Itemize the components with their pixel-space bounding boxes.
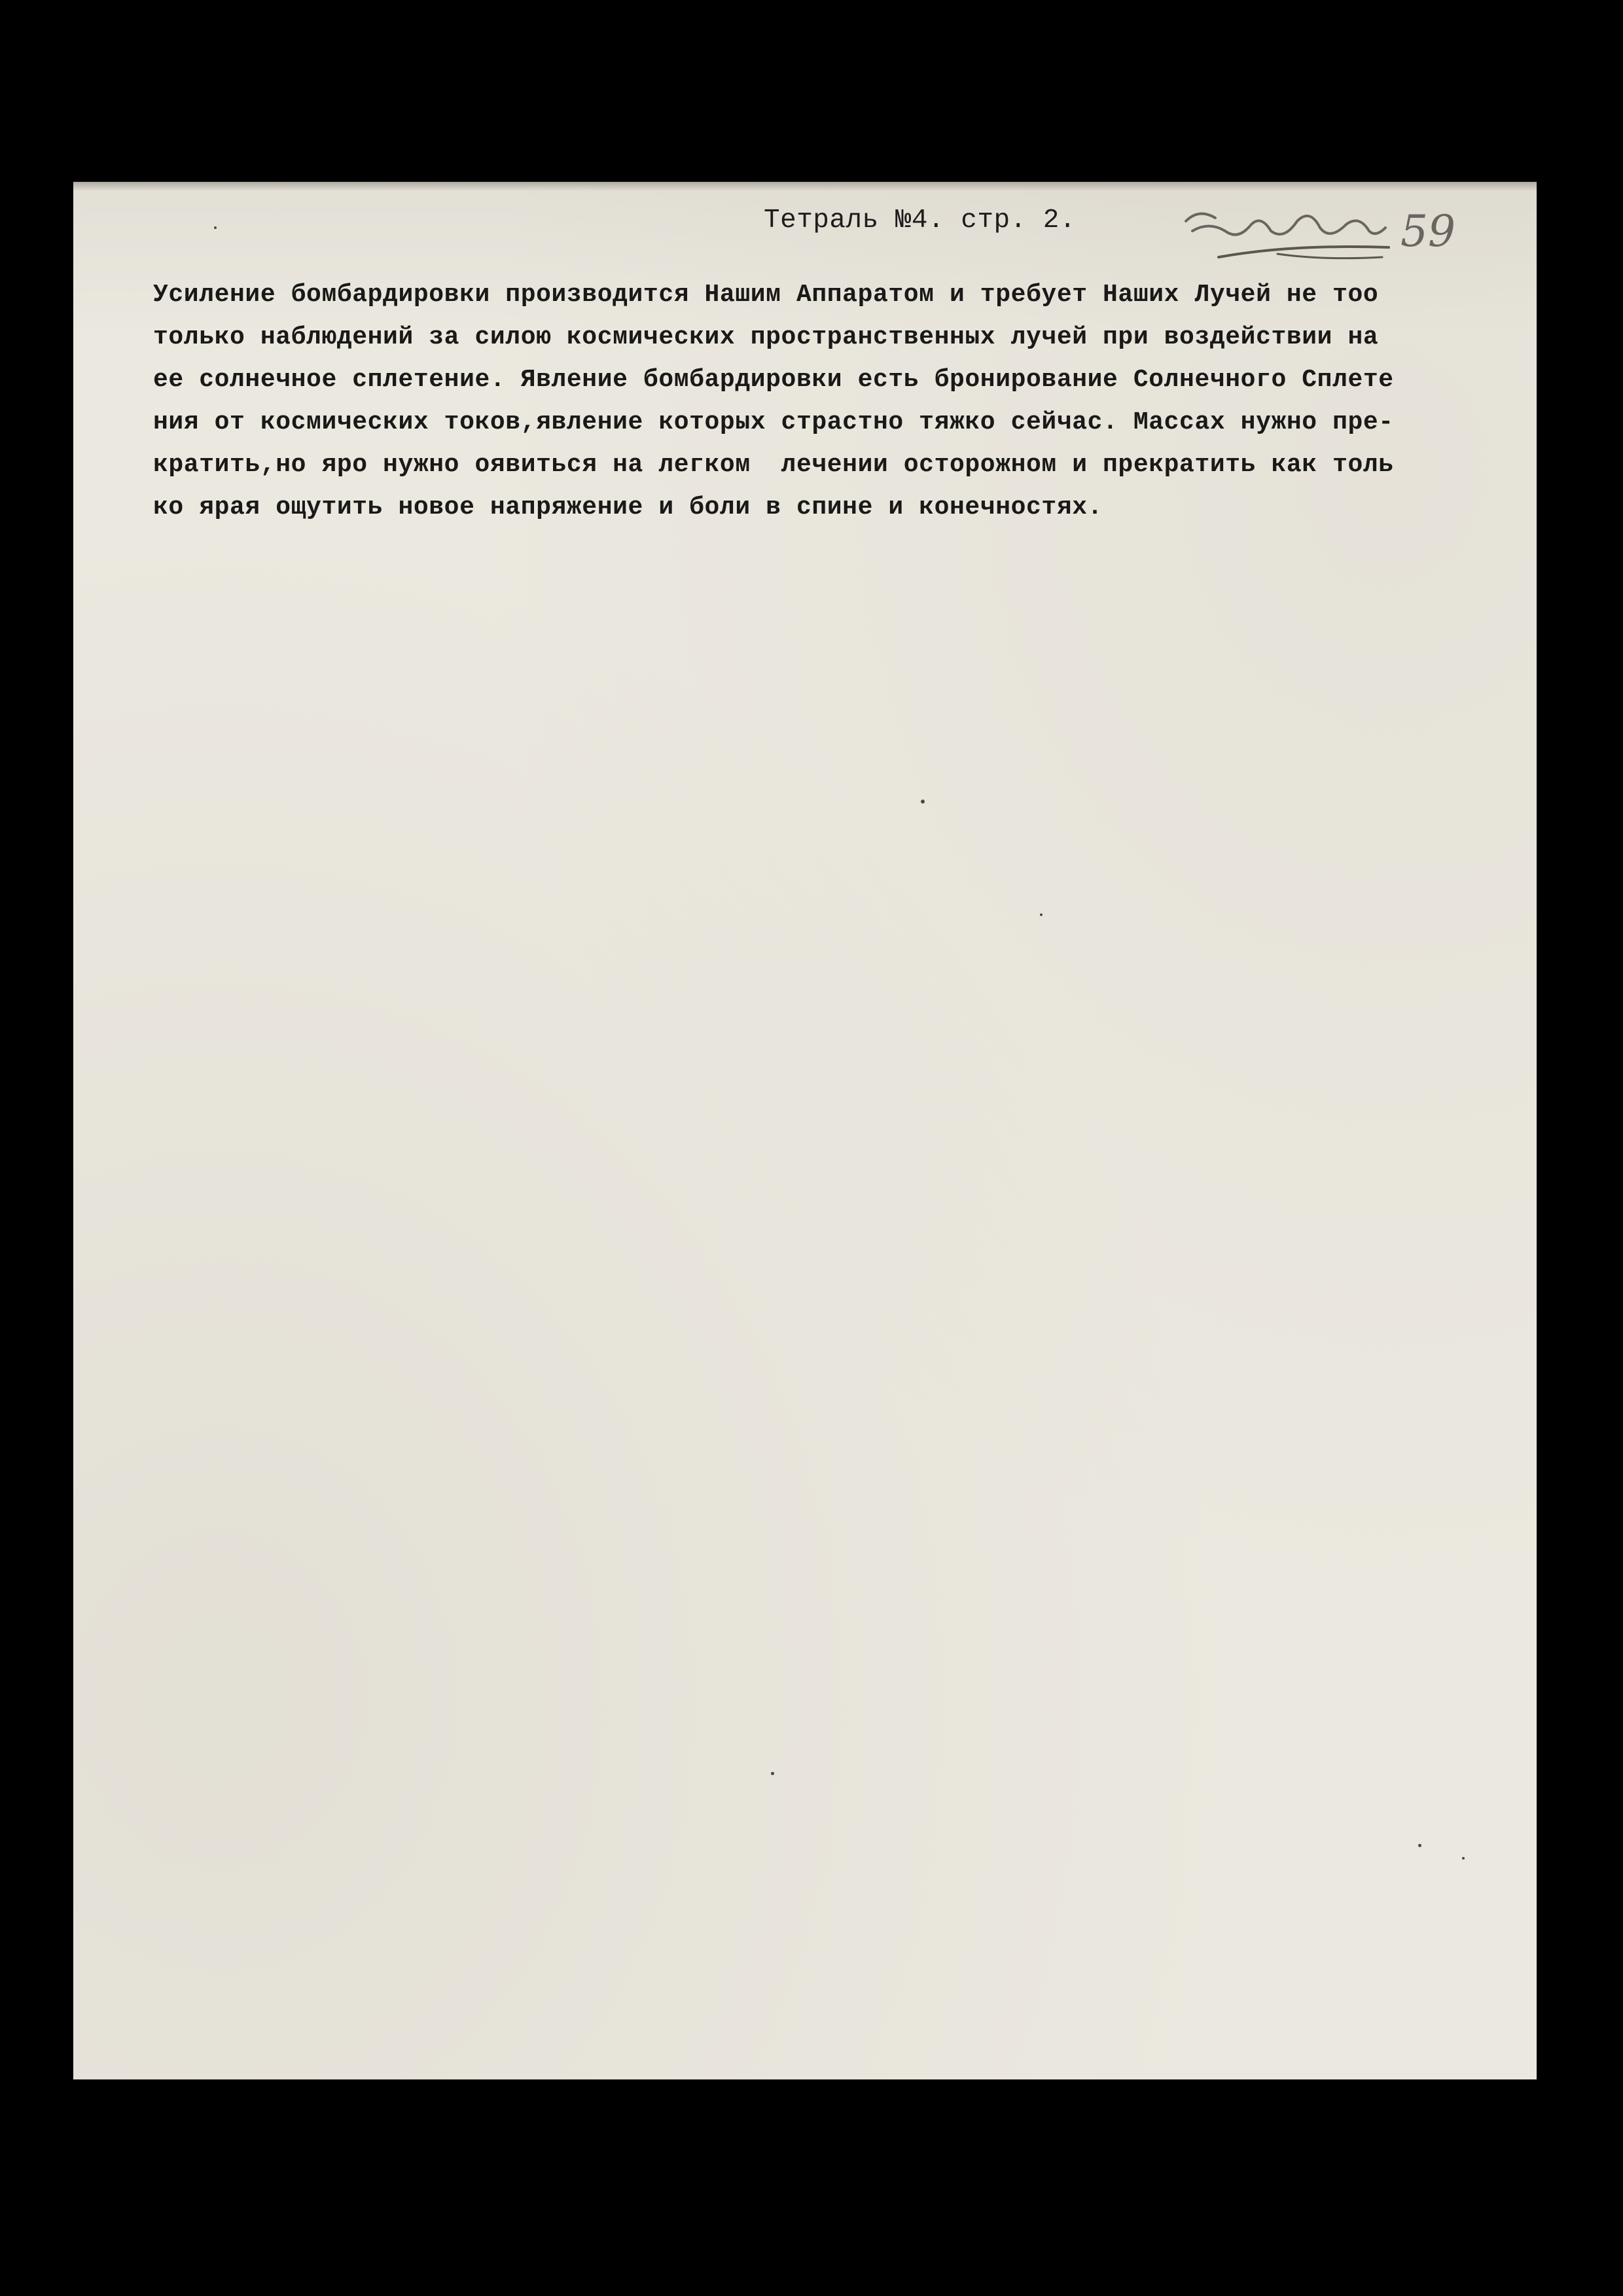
page-top-edge (73, 182, 1537, 191)
paper-speck (771, 1772, 774, 1775)
body-line: Усиление бомбардировки производится Нашим Аппаратом и требует Наших Лучей не тоо (153, 281, 1379, 309)
document-page (73, 182, 1537, 2079)
body-line: кратить,но яро нужно оявиться на легком лечении осторожном и прекратить как толь (153, 451, 1394, 479)
paper-speck (921, 800, 925, 804)
svg-text:59: 59 (1400, 206, 1455, 256)
body-line: только наблюдений за силою космических пространственных лучей при воздействии на (153, 323, 1379, 351)
paper-speck (1418, 1844, 1421, 1847)
body-line: ко ярая ощутить новое напряжение и боли в спине и конечностях. (153, 493, 1103, 521)
handwritten-signature-icon (1179, 195, 1467, 280)
paper-speck (1462, 1857, 1465, 1860)
page-header: Тетраль №4. стр. 2. (764, 205, 1076, 236)
document-body (153, 274, 1527, 529)
handwritten-archive-note (1179, 195, 1467, 280)
paper-speck (214, 226, 217, 229)
body-line: ния от космических токов,явление которых страстно тяжко сейчас. Массах нужно пре- (153, 408, 1394, 436)
body-line: ее солнечное сплетение. Явление бомбардировки есть бронирование Солнечного Сплете (153, 366, 1394, 394)
paper-speck (1040, 913, 1043, 916)
